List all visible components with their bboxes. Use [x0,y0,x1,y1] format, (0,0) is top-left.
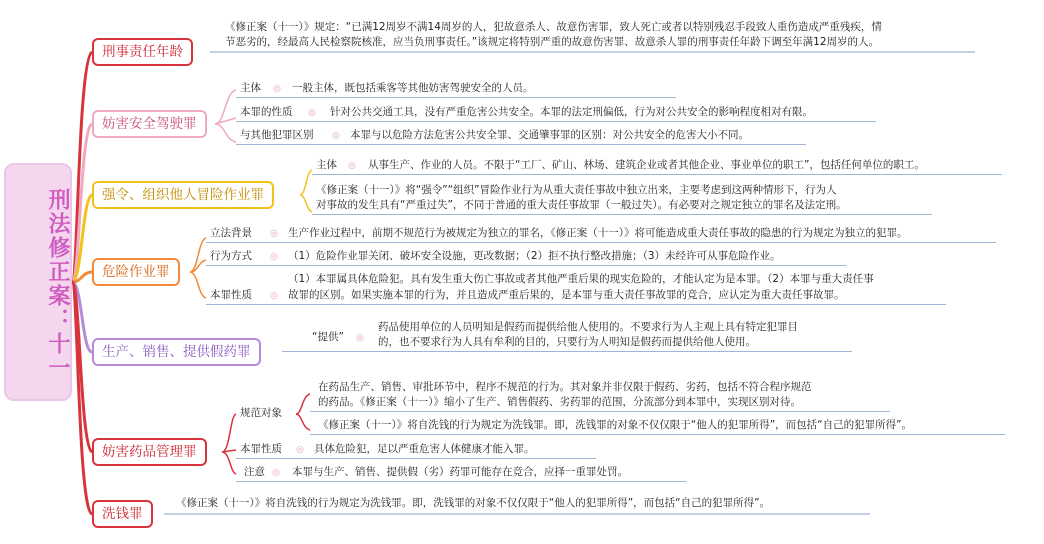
laundering-text: 《修正案（十一）》将自洗钱的行为规定为洗钱罪。即，洗钱罪的对象不仅仅限于“他人的犯罪所得”，而包括“自己的犯罪所得”。 [176,497,771,509]
mgmt-object-line3: 《修正案（十一）》将自洗钱的行为规定为洗钱罪。即，洗钱罪的对象不仅仅限于“他人的犯罪所得”，而包括“自己的犯罪所得”。 [318,419,913,431]
branch-label: 刑事责任年龄 [102,44,183,60]
branch-label: 妨害安全驾驶罪 [102,116,197,132]
circle-icon: ◎ [296,445,304,455]
circle-icon: ◎ [356,333,364,343]
mgmt-nature-key: 本罪性质 [240,443,282,455]
branch-label: 妨害药品管理罪 [102,444,197,460]
driving-nature-key: 本罪的性质 [240,106,293,118]
branch-drug-management[interactable] [92,438,207,466]
danger-bg-key: 立法背景 [210,227,252,239]
fake-provide-line2: 的，也不要求行为人具有牟利的目的，只要行为人明知是假药而提供给他人使用。 [378,336,756,348]
branch-fake-drug[interactable] [92,338,261,366]
risk-note-line2: 对事故的发生具有“严重过失”，不同于普通的重大责任事故罪（一般过失）。有必要对之规定独立的罪名及法定刑。 [316,199,847,211]
driving-subject-value: 一般主体，既包括乘客等其他妨害驾驶安全的人员。 [292,82,534,94]
danger-nature-line1: （1）本罪属具体危险犯。具有发生重大伤亡事故或者其他严重后果的现实危险的，才能认定为是本罪。（2）本罪与重大责任事 [288,273,874,285]
branch-dangerous-work[interactable] [92,258,180,286]
danger-bg-value: 生产作业过程中，前期不规范行为被规定为独立的罪名，《修正案（十一）》将可能造成重大责任事故的隐患的行为规定为独立的犯罪。 [288,227,908,239]
age-text-line2: 节恶劣的，经最高人民检察院核准，应当负刑事责任。”该规定将特别严重的故意伤害罪、故意杀人罪的刑事责任年龄下调至年满12周岁的人。 [225,36,880,48]
circle-icon: ◎ [332,131,340,141]
circle-icon: ◎ [308,108,316,118]
branch-label: 危险作业罪 [102,264,170,280]
danger-method-value: （1）危险作业罪关闭、破坏安全设施，更改数据；（2）拒不执行整改措施；（3）未经许可从事危险作业。 [288,250,781,262]
fake-provide-line1: 药品使用单位的人员明知是假药而提供给他人使用的。不要求行为人主观上具有特定犯罪目 [378,321,798,333]
branch-criminal-age[interactable] [92,38,193,66]
risk-subject-key: 主体 [316,159,337,171]
circle-icon: ◎ [348,161,356,171]
circle-icon: ◎ [273,84,281,94]
circle-icon: ◎ [270,252,278,262]
mgmt-object-key: 规范对象 [240,407,282,419]
branch-safe-driving[interactable] [92,110,207,138]
branch-forced-risk-work[interactable] [92,181,274,209]
circle-icon: ◎ [272,468,280,478]
root-title: 刑法修正案：十一 [45,188,70,380]
risk-note-line1: 《修正案（十一）》将“强令”“组织”冒险作业行为从重大责任事故中独立出来，主要考虑到这两种情形下，行为人 [316,184,837,196]
driving-subject-key: 主体 [240,82,261,94]
risk-subject-value: 从事生产、作业的人员。不限于“工厂、矿山、林场、建筑企业或者其他企业、事业单位的职工”，包括任何单位的职工。 [368,159,925,171]
fake-provide-key: “提供” [312,331,344,343]
branch-money-laundering[interactable] [92,500,153,528]
mgmt-object-line2: 的药品。《修正案（十一）》缩小了生产、销售假药、劣药罪的范围，分流部分到本罪中，实现区别对待。 [318,396,801,408]
driving-diff-value: 本罪与以危险方法危害公共安全罪、交通肇事罪的区别：对公共安全的危害大小不同。 [350,129,749,141]
driving-diff-key: 与其他犯罪区别 [240,129,314,141]
danger-nature-line2: 故罪的区别。如果实施本罪的行为，并且造成严重后果的，是本罪与重大责任事故罪的竞合，应认定为重大责任事故罪。 [288,289,845,301]
mgmt-object-line1: 在药品生产、销售、审批环节中，程序不规范的行为。其对象并非仅限于假药、劣药，包括不符合程序规范 [318,381,812,393]
mgmt-note-value: 本罪与生产、销售、提供假（劣）药罪可能存在竞合，应择一重罪处罚。 [292,466,628,478]
age-text-line1: 《修正案（十一）》规定：“已满12周岁不满14周岁的人，犯故意杀人、故意伤害罪，致人死亡或者以特别残忍手段致人重伤造成严重残疾，情 [225,21,882,33]
circle-icon: ◎ [270,291,278,301]
branch-label: 洗钱罪 [102,506,143,522]
mgmt-nature-value: 具体危险犯，足以严重危害人体健康才能入罪。 [314,443,535,455]
root-node[interactable] [4,163,72,401]
circle-icon: ◎ [270,229,278,239]
branch-label: 强令、组织他人冒险作业罪 [102,187,264,203]
driving-nature-value: 针对公共交通工具，没有严重危害公共安全。本罪的法定刑偏低，行为对公共安全的影响程度相对有限。 [330,106,813,118]
branch-label: 生产、销售、提供假药罪 [102,344,251,360]
danger-method-key: 行为方式 [210,250,252,262]
danger-nature-key: 本罪性质 [210,289,252,301]
mgmt-note-key: 注意 [244,466,265,478]
